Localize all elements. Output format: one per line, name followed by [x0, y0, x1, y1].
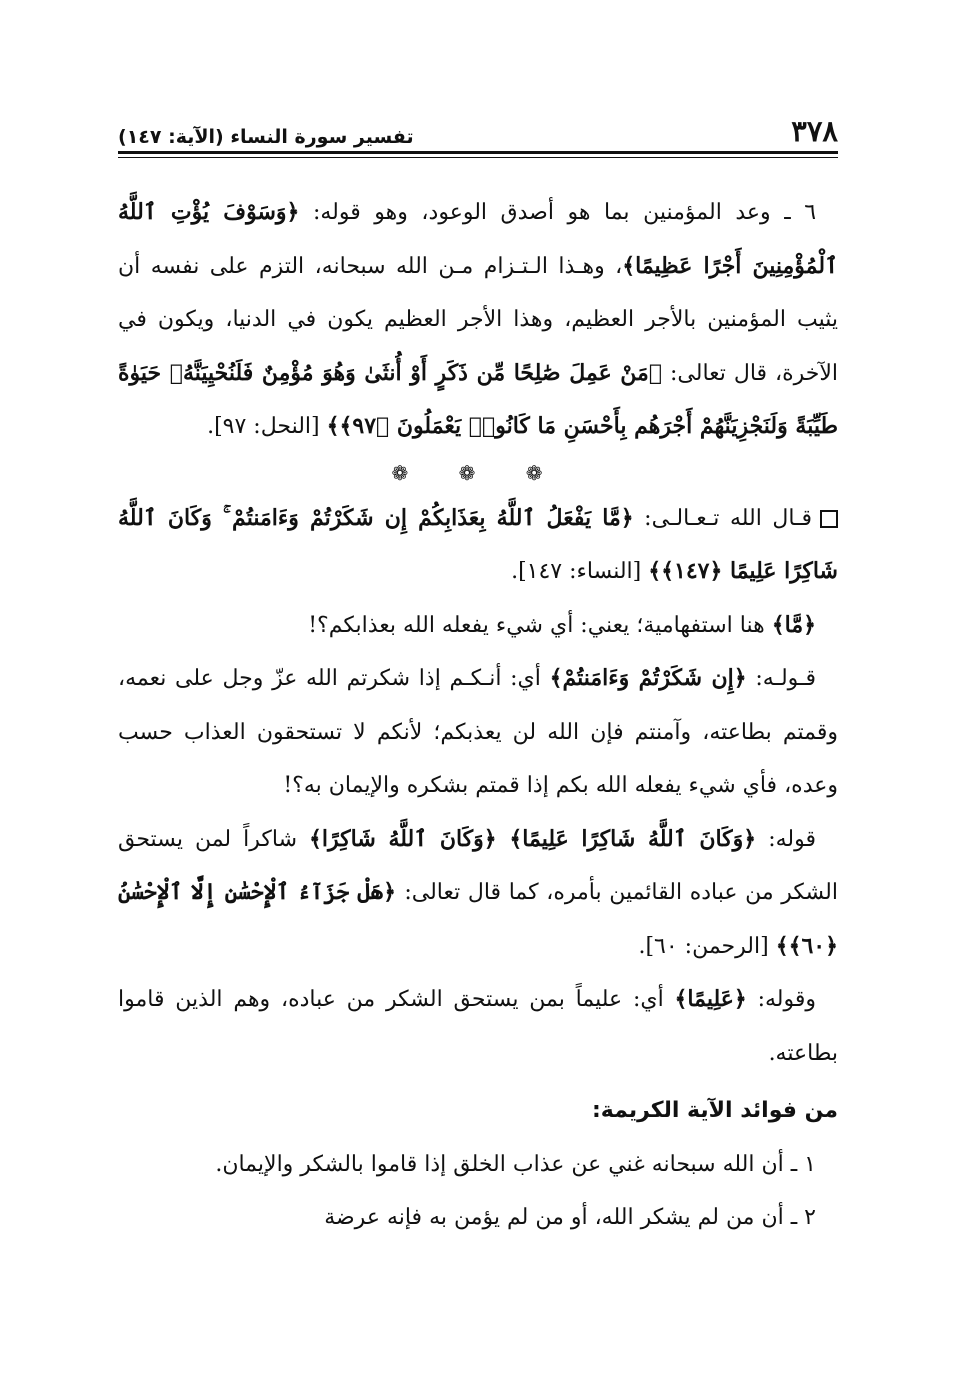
running-title: تفسير سورة النساء (الآية: ١٤٧) — [118, 126, 414, 148]
point-6-text: ٦ ـ وعد المؤمنين بما هو أصدق الوعود، وهو قوله: — [312, 200, 817, 225]
alima-text: أي: عليماً بمن يستحق الشكر من عباده، وهم الذين قاموا بطاعته. — [118, 987, 838, 1066]
page-header — [118, 108, 838, 148]
paragraph-verse-147 — [118, 492, 838, 599]
in-shakartum-intro: قـولـه: — [746, 666, 817, 691]
quran-word-alima: ﴿عَلِيمًا﴾ — [674, 986, 747, 1012]
shakiran-text: شاكراً لمن يستحق الشكر من عباده القائمين بأمره، كما قال تعالى: — [118, 826, 838, 905]
point-6-continuation: ، وهـذا الـتـزام مـن الله سبحانه، التزم على نفسه أن يثيب المؤمنين بالأجر العظيم، وهذا الأجر العظيم يكون في الدنيا، ويكون في الآخرة، قال تعالى: — [118, 253, 839, 386]
nahl-97-reference: [النحل: ٩٧]. — [207, 414, 327, 439]
header-rule-thin — [118, 157, 838, 158]
ma-explanation-text: هنا استفهامية؛ يعني: أي شيء يفعله الله بعذابكم؟! — [308, 612, 772, 638]
rahman-60-reference: [الرحمن: ٦٠]. — [638, 933, 776, 959]
verse-147-intro: قـال الله تـعـالـى: — [633, 505, 813, 531]
paragraph-point-6 — [118, 186, 838, 454]
section-divider-stars: ❁ ❁ ❁ — [391, 460, 565, 485]
quran-verse-nahl-97: ﴿مَنْ عَمِلَ صَٰلِحًا مِّن ذَكَرٍ أَوْ أُنثَىٰ وَهُوَ مُؤْمِنٌ فَلَنُحْيِيَنَّهُۥ حَيَوٰةً طَيِّبَةً وَلَنَجْزِيَنَّهُمْ أَجْرَهُم بِأَحْسَنِ مَا كَانُوا۟ يَعْمَلُونَ ﴿٩٧﴾﴾ — [118, 359, 838, 439]
page-number: ٣٧٨ — [791, 114, 838, 148]
quran-phrase-in-shakartum: ﴿إِن شَكَرْتُمْ وَءَامَنتُمْ﴾ — [549, 665, 747, 691]
quran-word-ma: ﴿مَّا﴾ — [771, 611, 816, 638]
quran-verse-rahman-60: ﴿هَلْ جَزَآءُ ٱلْإِحْسَٰنِ إِلَّا ٱلْإِحْسَٰنُ ﴿٦٠﴾﴾ — [118, 879, 838, 959]
alima-intro: وقوله: — [746, 987, 816, 1012]
quran-phrase-shakiran-alima: ﴿وَكَانَ ٱللَّهُ شَاكِرًا عَلِيمًا﴾ — [509, 825, 757, 852]
paragraph-in-shakartum — [118, 652, 838, 813]
benefit-1: ١ ـ أن الله سبحانه غني عن عذاب الخلق إذا قاموا بالشكر والإيمان. — [215, 1151, 816, 1177]
shakiran-intro: قوله: — [756, 826, 816, 852]
in-shakartum-text: أي: أنـكـم إذا شكرتم الله عزّ وجل على نعمه، وقمتم بطاعته، وآمنتم فإن الله لن يعذبكم؛ لأنكم لا تستحقون العذاب حسب وعده، فأي شيء يفعله الله بكم إذا قمتم بشكره والإيمان به؟! — [118, 666, 838, 798]
page-body — [118, 186, 838, 1245]
paragraph-ma-explanation — [118, 599, 838, 653]
quran-verse-nisa-146: ﴿وَسَوْفَ يُؤْتِ ٱللَّهُ ٱلْمُؤْمِنِينَ أَجْرًا عَظِيمًا﴾ — [118, 199, 838, 279]
quran-phrase-shakiran: ﴿وَكَانَ ٱللَّهُ شَاكِرًا﴾ — [309, 825, 510, 852]
quran-verse-nisa-147: ﴿مَّا يَفْعَلُ ٱللَّهُ بِعَذَابِكُمْ إِن شَكَرْتُمْ وَءَامَنتُمْ ۚ وَكَانَ ٱللَّهُ شَاكِرًا عَلِيمًا ﴿١٤٧﴾﴾ — [118, 504, 838, 584]
benefit-2: ٢ ـ أن من لم يشكر الله، أو من لم يؤمن به فإنه عرضة — [324, 1205, 816, 1230]
paragraph-shakiran-alima — [118, 813, 838, 974]
header-rule-thick — [118, 151, 838, 154]
paragraph-alima — [118, 973, 838, 1080]
nisa-147-reference: [النساء: ١٤٧]. — [511, 559, 649, 584]
benefits-heading: من فوائد الآية الكريمة: — [591, 1098, 838, 1123]
square-bullet-icon — [820, 510, 838, 528]
